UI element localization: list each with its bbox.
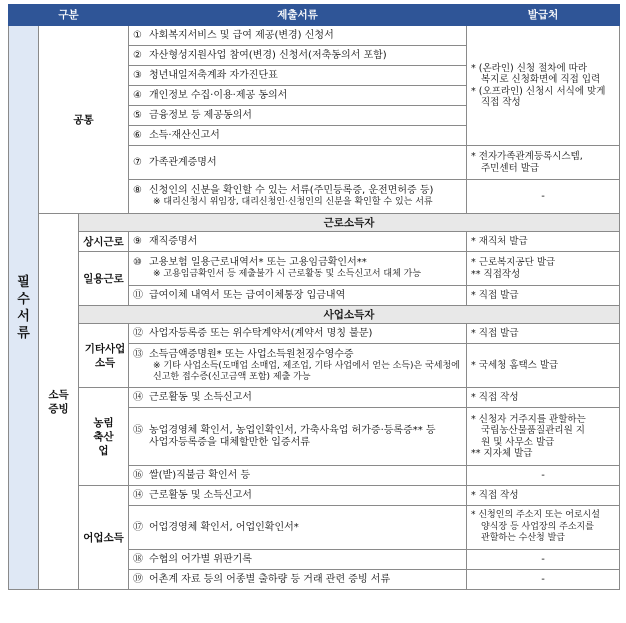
doc-item: ③ 청년내일저축계좌 자가진단표	[129, 66, 467, 86]
issuer-dash: -	[467, 466, 620, 486]
issuer: * 직접 발급	[467, 324, 620, 344]
doc-item: ⑯ 쌀(밭)직불금 확인서 등	[129, 466, 467, 486]
doc-item: ⑨ 재직증명서	[129, 232, 467, 252]
doc-item: ① 사회복지서비스 및 급여 제공(변경) 신청서	[129, 26, 467, 46]
doc-item: ⑰ 어업경영체 확인서, 어업인확인서*	[129, 506, 467, 550]
issuer: * 직접 작성	[467, 388, 620, 408]
sub-fishery: 어업소득	[79, 486, 129, 590]
header-category: 구분	[9, 5, 129, 26]
group-income: 소득증빙	[39, 214, 79, 590]
issuer: * 재직처 발급	[467, 232, 620, 252]
issuer: * 신청자 거주지를 관할하는 국립농산물품질관리원 지 원 및 사무소 발급 ** 지자체 발급	[467, 408, 620, 466]
doc-item: ⑬ 소득금액증명원* 또는 사업소득원천징수영수증 ※ 기타 사업소득(도매업 소매업, 제조업, 기타 사업에서 얻는 소득)은 국세청에 신고한 접수증(신고금액 포함) 제출 가능	[129, 344, 467, 388]
doc-item: ⑪ 급여이체 내역서 또는 급여이체통장 입금내역	[129, 286, 467, 306]
sub-regular: 상시근로	[79, 232, 129, 252]
required-documents-table	[8, 4, 620, 590]
issuer-dash: -	[467, 570, 620, 590]
issuer-family: * 전자가족관계등록시스템, 주민센터 발급	[467, 146, 620, 180]
issuer: * 직접 발급	[467, 286, 620, 306]
issuer-dash: -	[467, 180, 620, 214]
doc-item: ⑥ 소득·재산신고서	[129, 126, 467, 146]
sub-agri: 농림축산업	[79, 388, 129, 486]
doc-item: ⑤ 금융정보 등 제공동의서	[129, 106, 467, 126]
category-required: 필수서류	[9, 26, 39, 590]
issuer: * 국세청 홈택스 발급	[467, 344, 620, 388]
issuer-online-offline: * (온라인) 신청 절차에 따라 복지로 신청화면에 직접 입력 * (오프라인) 신청시 서식에 맞게 직접 작성	[467, 26, 620, 146]
band-business: 사업소득자	[79, 306, 620, 324]
sub-daily: 일용근로	[79, 252, 129, 306]
sub-other-business: 기타사업소득	[79, 324, 129, 388]
doc-item: ② 자산형성지원사업 참여(변경) 신청서(저축동의서 포함)	[129, 46, 467, 66]
doc-item: ⑮ 농업경영체 확인서, 농업인확인서, 가축사육업 허가증·등록증** 등 사업자등록증을 대체할만한 입증서류	[129, 408, 467, 466]
doc-item: ⑩ 고용보험 일용근로내역서* 또는 고용임금확인서** ※ 고용임금확인서 등 제출불가 시 근로활동 및 소득신고서 대체 가능	[129, 252, 467, 286]
doc-item: ⑲ 어촌계 자료 등의 어종별 출하량 등 거래 관련 증빙 서류	[129, 570, 467, 590]
doc-item: ⑧ 신청인의 신분을 확인할 수 있는 서류(주민등록증, 운전면허증 등) ※ 대리신청시 위임장, 대리신청인·신청인의 신분을 확인할 수 있는 서류	[129, 180, 467, 214]
issuer: * 근로복지공단 발급 ** 직접작성	[467, 252, 620, 286]
issuer: * 신청인의 주소지 또는 어로시설 양식장 등 사업장의 주소지를 관할하는 수산청 발급	[467, 506, 620, 550]
doc-item: ⑭ 근로활동 및 소득신고서	[129, 388, 467, 408]
doc-item: ⑭ 근로활동 및 소득신고서	[129, 486, 467, 506]
table-header-row	[9, 5, 620, 26]
doc-item: ④ 개인정보 수집·이용·제공 동의서	[129, 86, 467, 106]
doc-item: ⑫ 사업자등록증 또는 위수탁계약서(계약서 명칭 불문)	[129, 324, 467, 344]
group-common: 공통	[39, 26, 129, 214]
header-issuer: 발급처	[467, 5, 620, 26]
doc-item: ⑱ 수협의 어가별 위판기록	[129, 550, 467, 570]
issuer: * 직접 작성	[467, 486, 620, 506]
issuer-dash: -	[467, 550, 620, 570]
band-worker: 근로소득자	[79, 214, 620, 232]
header-documents: 제출서류	[129, 5, 467, 26]
doc-item: ⑦ 가족관계증명서	[129, 146, 467, 180]
